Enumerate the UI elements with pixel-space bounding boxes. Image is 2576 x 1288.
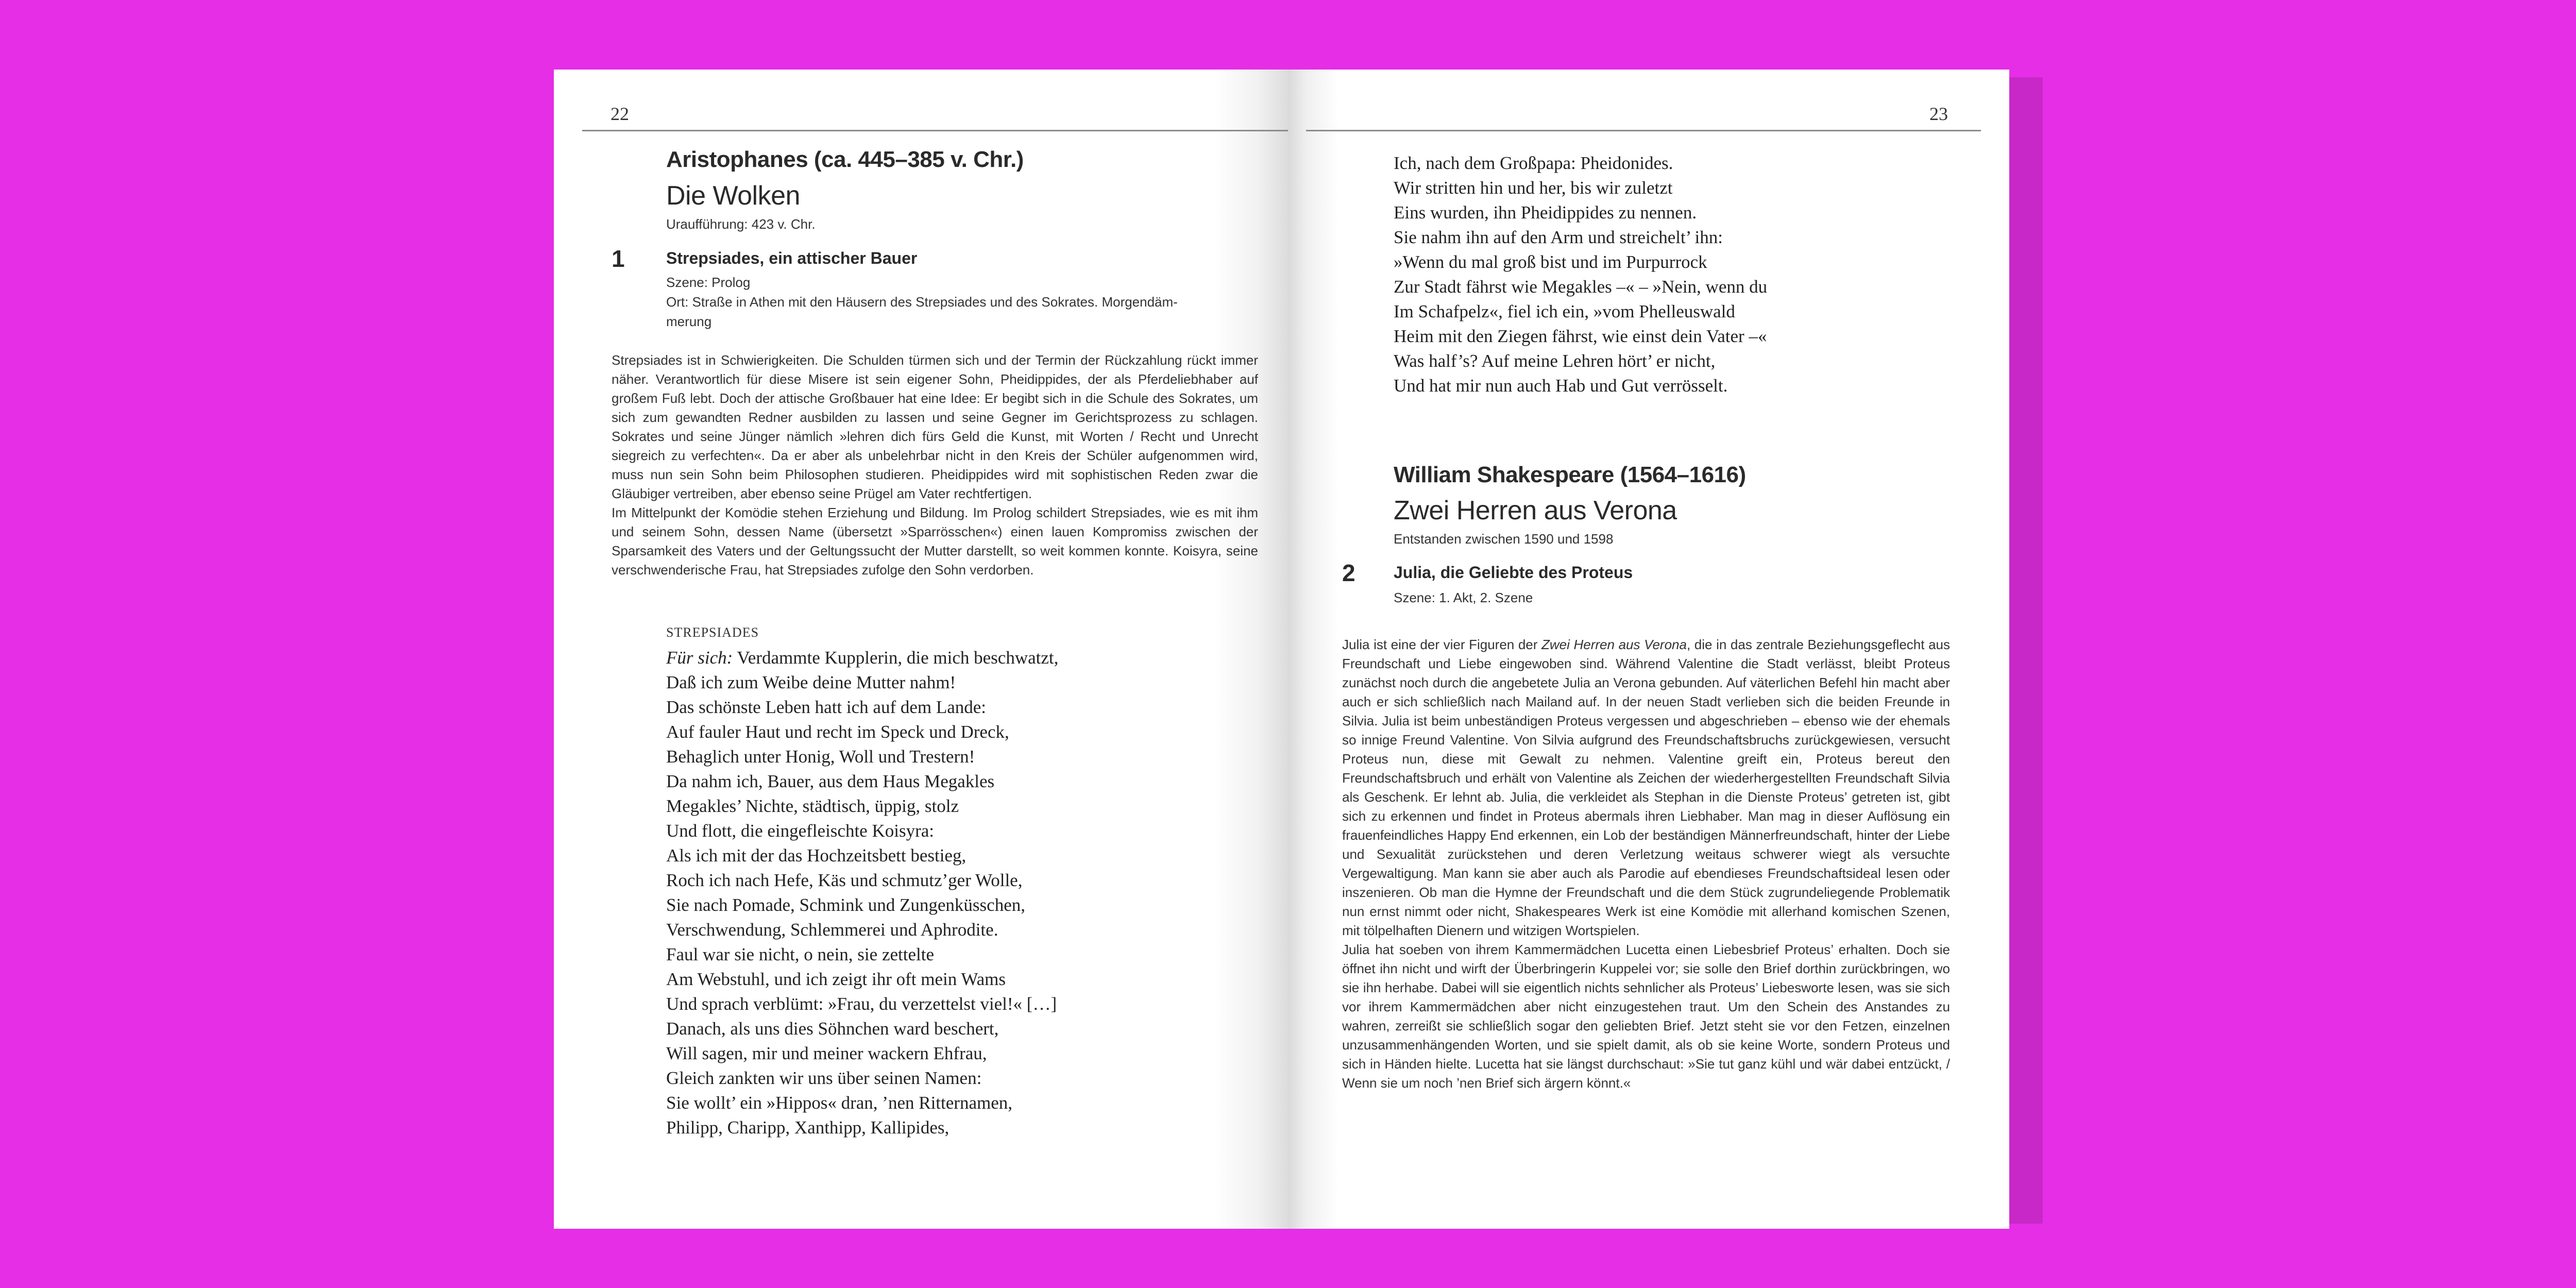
verse-line: Auf fauler Haut und recht im Speck und Dreck, xyxy=(666,722,1009,742)
verse-line: Und flott, die eingefleischte Koisyra: xyxy=(666,821,934,841)
work-title: Die Wolken xyxy=(666,181,800,211)
scene-number: 1 xyxy=(612,245,625,272)
verse-line: Daß ich zum Weibe deine Mutter nahm! xyxy=(666,672,956,692)
summary-paragraph: Julia ist eine der vier Figuren der Zwei Herren aus Verona, die in das zentrale Beziehungsgeflecht aus Freundschaft und Liebe eingewoben sind. Während Valentine die Stadt verlässt, bleibt Proteus zunächst noch durch die angebetete Julia an Verona gebunden. Auf väterlichen Befehl hin macht aber auch er sich schließlich nach Mailand auf. In der neuen Stadt verlieben sich die beiden Freunde in Silvia. Julia ist beim unbeständigen Proteus vergessen und abgeschrieben – ebenso wie der ehemals so innige Freund Valentine. Von Silvia aufgrund des Freundschaftsbruchs zurückgewiesen, versucht Proteus nun, diese mit Gewalt zu nehmen. Valentine greift ein, Proteus bereut den Freundschaftsbruch und erhält von Valentine als Zeichen der wiederhergestellten Freundschaft Silvia als Geschenk. Er lehnt ab. Julia, die verkleidet als Stephan in die Dienste Proteus’ getreten ist, gibt sich zu erkennen und findet in Proteus abermals ihren Liebhaber. Man mag in dieser Auflösung ein frauenfeindliches Happy End erkennen, ein Lob der beständigen Männerfreundschaft, hinter der Liebe und Sexualität zurückstehen und deren Verletzung weitaus schwerer wiegt als versuchte Vergewaltigung. Man kann sie aber auch als Parodie auf ebendieses Freundschaftsideal lesen oder inszenieren. Ob man die Hymne der Freundschaft und die dem Stück zugrundeliegende Problematik nun ernst nimmt oder nicht, Shakespeares Werk ist eine Komödie mit allerhand komischen Szenen, mit tölpelhaften Dienern und witzigen Wortspielen. xyxy=(1342,637,1950,938)
verse-line: Danach, als uns dies Söhnchen ward beschert, xyxy=(666,1019,999,1039)
right-page xyxy=(1288,70,2009,1229)
scene-info: Szene: Prolog xyxy=(666,275,751,290)
verse-line: Zur Stadt fährst wie Megakles –« – »Nein, wenn du xyxy=(1394,277,1768,297)
premiere-date: Uraufführung: 423 v. Chr. xyxy=(666,216,816,232)
verse-line: Verschwendung, Schlemmerei und Aphrodite. xyxy=(666,920,998,940)
verse-line: Eins wurden, ihn Pheidippides zu nennen. xyxy=(1394,202,1697,223)
summary-paragraph: Strepsiades ist in Schwierigkeiten. Die Schulden türmen sich und der Termin der Rückzahlung rückt immer näher. Verantwortlich für diese Misere ist sein eigener Sohn, Pheidippides, der als Pferdeliebhaber auf großem Fuß lebt. Doch der attische Großbauer hat eine Idee: Er begibt sich in die Schule des Sokrates, um sich zum gewandten Redner ausbilden zu lassen und seine Gegner im Gerichtsprozess zu schlagen. Sokrates und seine Jünger nämlich »lehren dich fürs Geld die Kunst, mit Worten / Recht und Unrecht siegreich zu verfechten«. Da er aber als unbelehrbar nicht in den Kreis der Schüler aufgenommen wird, muss nun sein Sohn beim Philosophen studieren. Pheidippides wird mit sophistischen Reden zwar die Gläubiger vertreiben, aber ebenso seine Prügel am Vater rechtfertigen. xyxy=(612,352,1258,501)
summary-text xyxy=(1342,635,1950,1093)
scene-title: Julia, die Geliebte des Proteus xyxy=(1394,563,1633,582)
page-number: 22 xyxy=(611,104,629,124)
author-heading: William Shakespeare (1564–1616) xyxy=(1394,462,1746,487)
verse-line: Gleich zankten wir uns über seinen Namen: xyxy=(666,1068,982,1088)
verse-line: Megakles’ Nichte, städtisch, üppig, stolz xyxy=(666,796,959,816)
verse-line: Das schönste Leben hatt ich auf dem Lande: xyxy=(666,697,987,717)
verse-line: Und hat mir nun auch Hab und Gut verrösselt. xyxy=(1394,376,1728,396)
scene-info: Szene: 1. Akt, 2. Szene xyxy=(1394,590,1533,605)
verse-line: Sie nahm ihn auf den Arm und streichelt’ ihn: xyxy=(1394,227,1723,247)
verse-line: Und sprach verblümt: »Frau, du verzettelst viel!« […] xyxy=(666,994,1057,1014)
verse-block xyxy=(1394,151,1767,398)
verse-block xyxy=(666,646,1058,1140)
left-page xyxy=(554,70,1288,1229)
header-rule xyxy=(582,130,1288,131)
page-number: 23 xyxy=(1929,104,1948,124)
verse-line: Sie wollt’ ein »Hippos« dran, ’nen Ritternamen, xyxy=(666,1093,1012,1113)
summary-paragraph: Im Mittelpunkt der Komödie stehen Erziehung und Bildung. Im Prolog schildert Strepsiades, wie es mit ihm und seinem Sohn, dessen Name (übersetzt »Sparrösschen«) einen lauen Kompromiss zwischen der Sparsamkeit des Vaters und der Geltungssucht der Mutter darstellt, so weit kommen konnte. Koisyra, seine verschwenderische Frau, hat Strepsiades zufolge den Sohn verdorben. xyxy=(612,505,1258,578)
verse-line: Für sich: Verdammte Kupplerin, die mich beschwatzt, xyxy=(666,648,1059,668)
scene-title: Strepsiades, ein attischer Bauer xyxy=(666,249,918,267)
verse-line: Behaglich unter Honig, Woll und Trestern! xyxy=(666,747,975,767)
author-heading: Aristophanes (ca. 445–385 v. Chr.) xyxy=(666,147,1024,172)
verse-line: Wir stritten hin und her, bis wir zuletzt xyxy=(1394,178,1673,198)
summary-text xyxy=(612,351,1258,580)
verse-line: Sie nach Pomade, Schmink und Zungenküsschen, xyxy=(666,895,1025,915)
verse-line: Ich, nach dem Großpapa: Pheidonides. xyxy=(1394,153,1673,173)
verse-line: Am Webstuhl, und ich zeigt ihr oft mein Wams xyxy=(666,969,1006,989)
verse-line: Als ich mit der das Hochzeitsbett bestieg, xyxy=(666,845,967,866)
verse-line: Da nahm ich, Bauer, aus dem Haus Megakles xyxy=(666,771,995,791)
scene-number: 2 xyxy=(1342,560,1355,586)
verse-line: Im Schafpelz«, fiel ich ein, »vom Phelleuswald xyxy=(1394,301,1735,321)
summary-paragraph: Julia hat soeben von ihrem Kammermädchen Lucetta einen Liebesbrief Proteus’ erhalten. Doch sie öffnet ihn nicht und wirft der Überbringerin Kuppelei vor; sie solle den Brief dorthin zurückbringen, wo sie ihn herhabe. Dabei will sie eigentlich nichts sehnlicher als Proteus’ Liebesworte lesen, was sie sich vor ihrem Kammermädchen aber nicht einzugestehen traut. Um den Schein des Anstandes zu wahren, zerreißt sie schließlich sogar den geliebten Brief. Jetzt steht sie vor den Fetzen, einzelnen unzusammenhängenden Worten, und sie spielt damit, als ob sie keine Worte, sondern Proteus und sich in Händen hielte. Lucetta hat sie längst durchschaut: »Sie tut ganz kühl und wär dabei entzückt, / Wenn sie um noch ’nen Brief sich ärgern könnt.« xyxy=(1342,942,1950,1091)
verse-line: »Wenn du mal groß bist und im Purpurrock xyxy=(1394,252,1707,272)
location-line: merung xyxy=(666,314,712,329)
verse-line: Faul war sie nicht, o nein, sie zettelte xyxy=(666,944,934,964)
header-rule xyxy=(1306,130,1981,131)
verse-line: Philipp, Charipp, Xanthipp, Kallipides, xyxy=(666,1117,950,1138)
speaker-name: STREPSIADES xyxy=(666,625,759,640)
verse-line: Will sagen, mir und meiner wackern Ehfrau, xyxy=(666,1043,987,1063)
work-title-reference: Zwei Herren aus Verona xyxy=(1541,637,1687,652)
verse-line: Roch ich nach Hefe, Käs und schmutz’ger Wolle, xyxy=(666,870,1023,890)
creation-date: Entstanden zwischen 1590 und 1598 xyxy=(1394,531,1614,547)
verse-line: Was half’s? Auf meine Lehren hört’ er nicht, xyxy=(1394,351,1716,371)
verse-line: Heim mit den Ziegen fährst, wie einst dein Vater –« xyxy=(1394,326,1767,346)
location-line: Ort: Straße in Athen mit den Häusern des Strepsiades und des Sokrates. Morgendäm- xyxy=(666,294,1178,310)
stage-direction: Für sich: xyxy=(666,648,733,668)
work-title: Zwei Herren aus Verona xyxy=(1394,496,1677,526)
